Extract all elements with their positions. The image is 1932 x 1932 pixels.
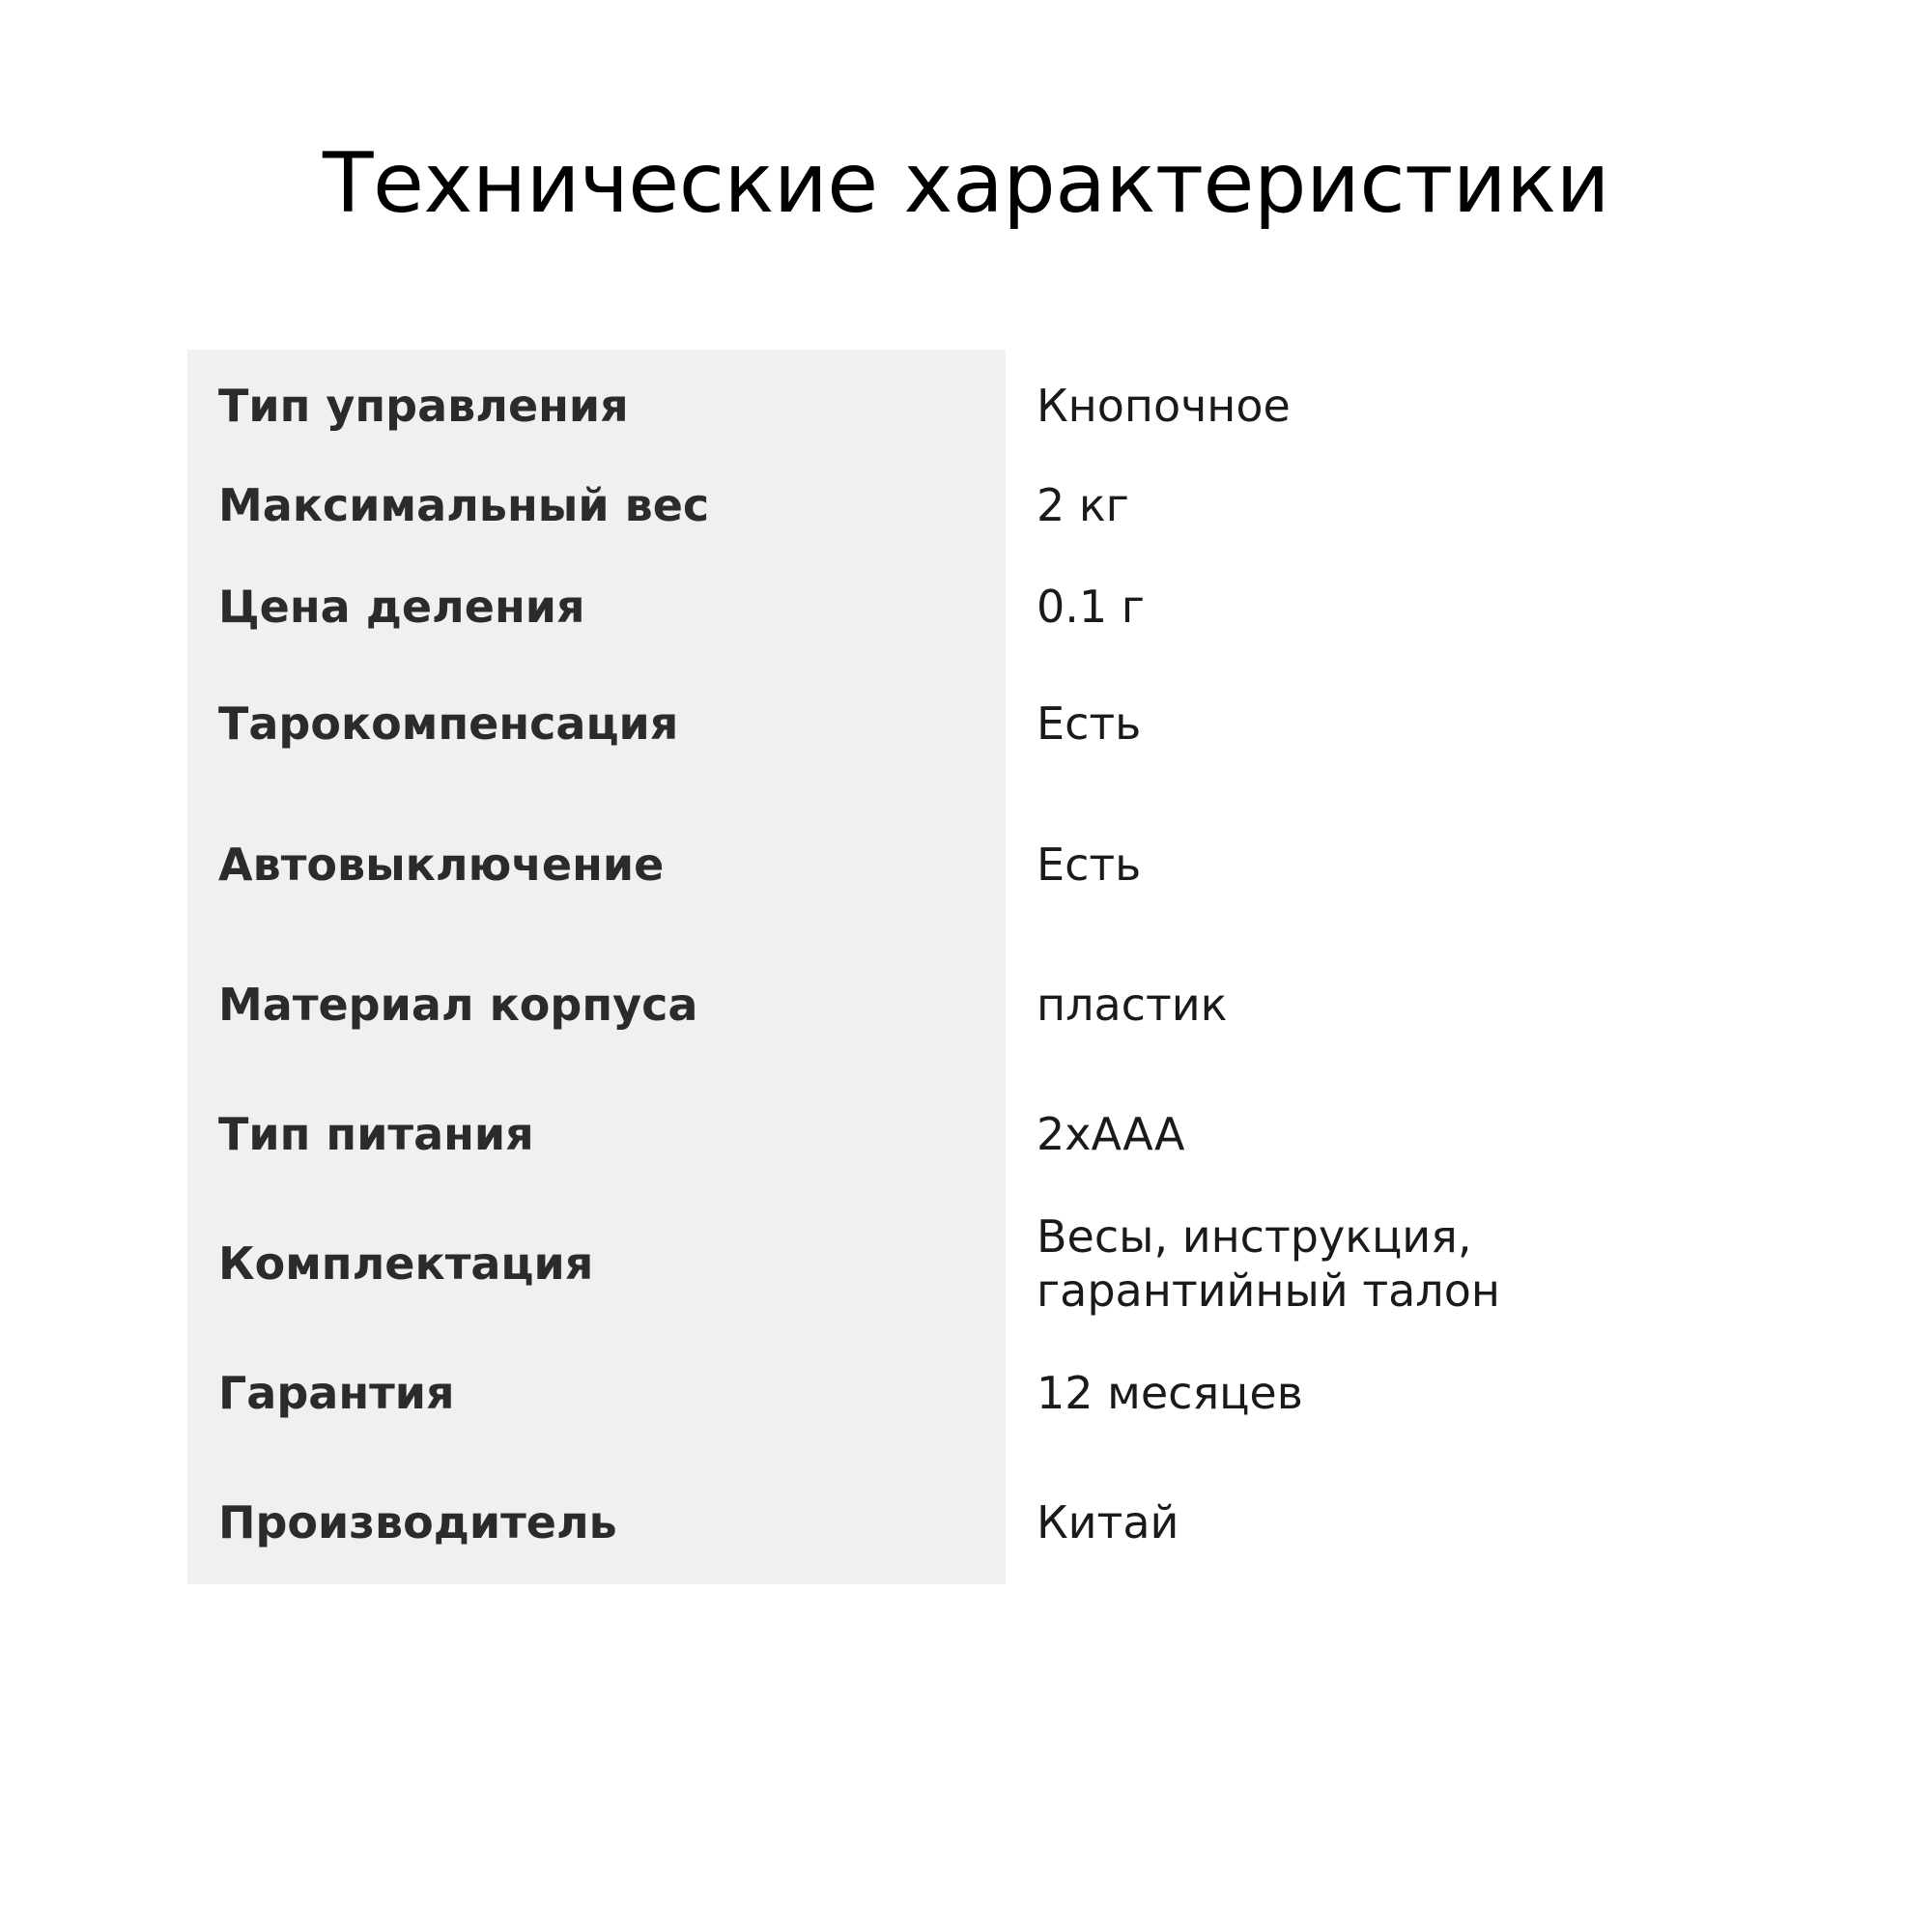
spec-row-package [0, 1210, 1932, 1317]
spec-value: 12 месяцев [1037, 1367, 1303, 1419]
page-title: Технические характеристики [323, 135, 1609, 232]
spec-label: Комплектация [218, 1237, 594, 1290]
spec-row-body-material [0, 952, 1932, 1058]
spec-value: Есть [1037, 838, 1142, 891]
spec-label: Тип питания [218, 1108, 534, 1160]
spec-label: Тип управления [218, 380, 629, 432]
spec-value: Кнопочное [1037, 380, 1291, 432]
spec-row-tare [0, 670, 1932, 777]
spec-row-division [0, 554, 1932, 660]
spec-label: Автовыключение [218, 838, 665, 891]
spec-row-power [0, 1081, 1932, 1187]
spec-row-control-type [0, 353, 1932, 459]
spec-label: Производитель [218, 1496, 617, 1548]
spec-value: пластик [1037, 979, 1228, 1031]
spec-label: Тарокомпенсация [218, 697, 679, 750]
spec-value: 2xAAA [1037, 1108, 1185, 1160]
spec-value [1037, 1210, 1867, 1317]
spec-row-manufacturer [0, 1469, 1932, 1576]
spec-value: Китай [1037, 1496, 1179, 1548]
spec-label: Материал корпуса [218, 979, 698, 1031]
spec-row-auto-off [0, 811, 1932, 918]
spec-value: Есть [1037, 697, 1142, 750]
spec-value: 2 кг [1037, 479, 1129, 531]
spec-value-line: гарантийный талон [1037, 1264, 1500, 1317]
spec-label: Цена деления [218, 581, 585, 633]
spec-value: 0.1 г [1037, 581, 1145, 633]
spec-row-warranty [0, 1340, 1932, 1446]
spec-value-line: Весы, инструкция, [1037, 1210, 1472, 1263]
spec-row-max-weight [0, 452, 1932, 558]
spec-label: Максимальный вес [218, 479, 710, 531]
spec-label: Гарантия [218, 1367, 455, 1419]
